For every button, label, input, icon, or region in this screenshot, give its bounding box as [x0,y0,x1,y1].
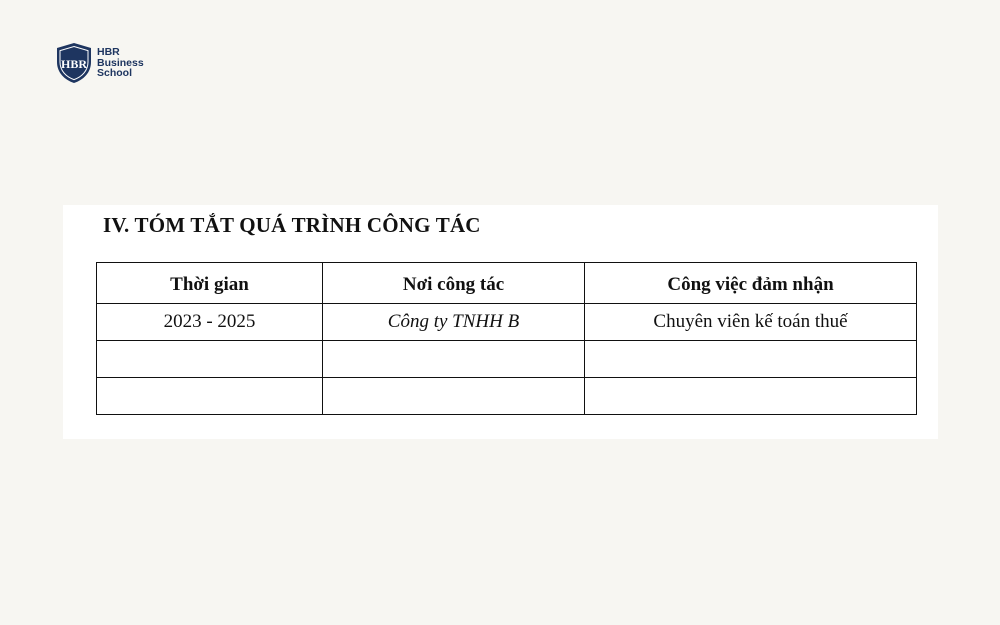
work-history-table [96,262,917,415]
logo-wordmark [97,47,144,79]
logo-line-1: HBR [97,46,120,59]
cell-workplace [323,341,585,378]
cell-role [585,341,917,378]
brand-logo [55,42,144,84]
logo-line-3: School [97,67,133,80]
logo-monogram: HBR [60,57,88,71]
column-header-role: Công việc đảm nhận [585,263,917,304]
table-row [97,341,917,378]
cell-workplace: Công ty TNHH B [323,304,585,341]
cell-role: Chuyên viên kế toán thuế [585,304,917,341]
logo-line-2: Business [97,56,144,69]
table-row [97,378,917,415]
cell-workplace [323,378,585,415]
column-header-time: Thời gian [97,263,323,304]
cell-time: 2023 - 2025 [97,304,323,341]
column-header-workplace: Nơi công tác [323,263,585,304]
cell-time [97,341,323,378]
cell-time [97,378,323,415]
cell-role [585,378,917,415]
table-row [97,304,917,341]
shield-logo-icon [55,42,93,84]
table-header-row [97,263,917,304]
document-excerpt [63,205,938,439]
section-title: IV. TÓM TẮT QUÁ TRÌNH CÔNG TÁC [103,213,481,237]
